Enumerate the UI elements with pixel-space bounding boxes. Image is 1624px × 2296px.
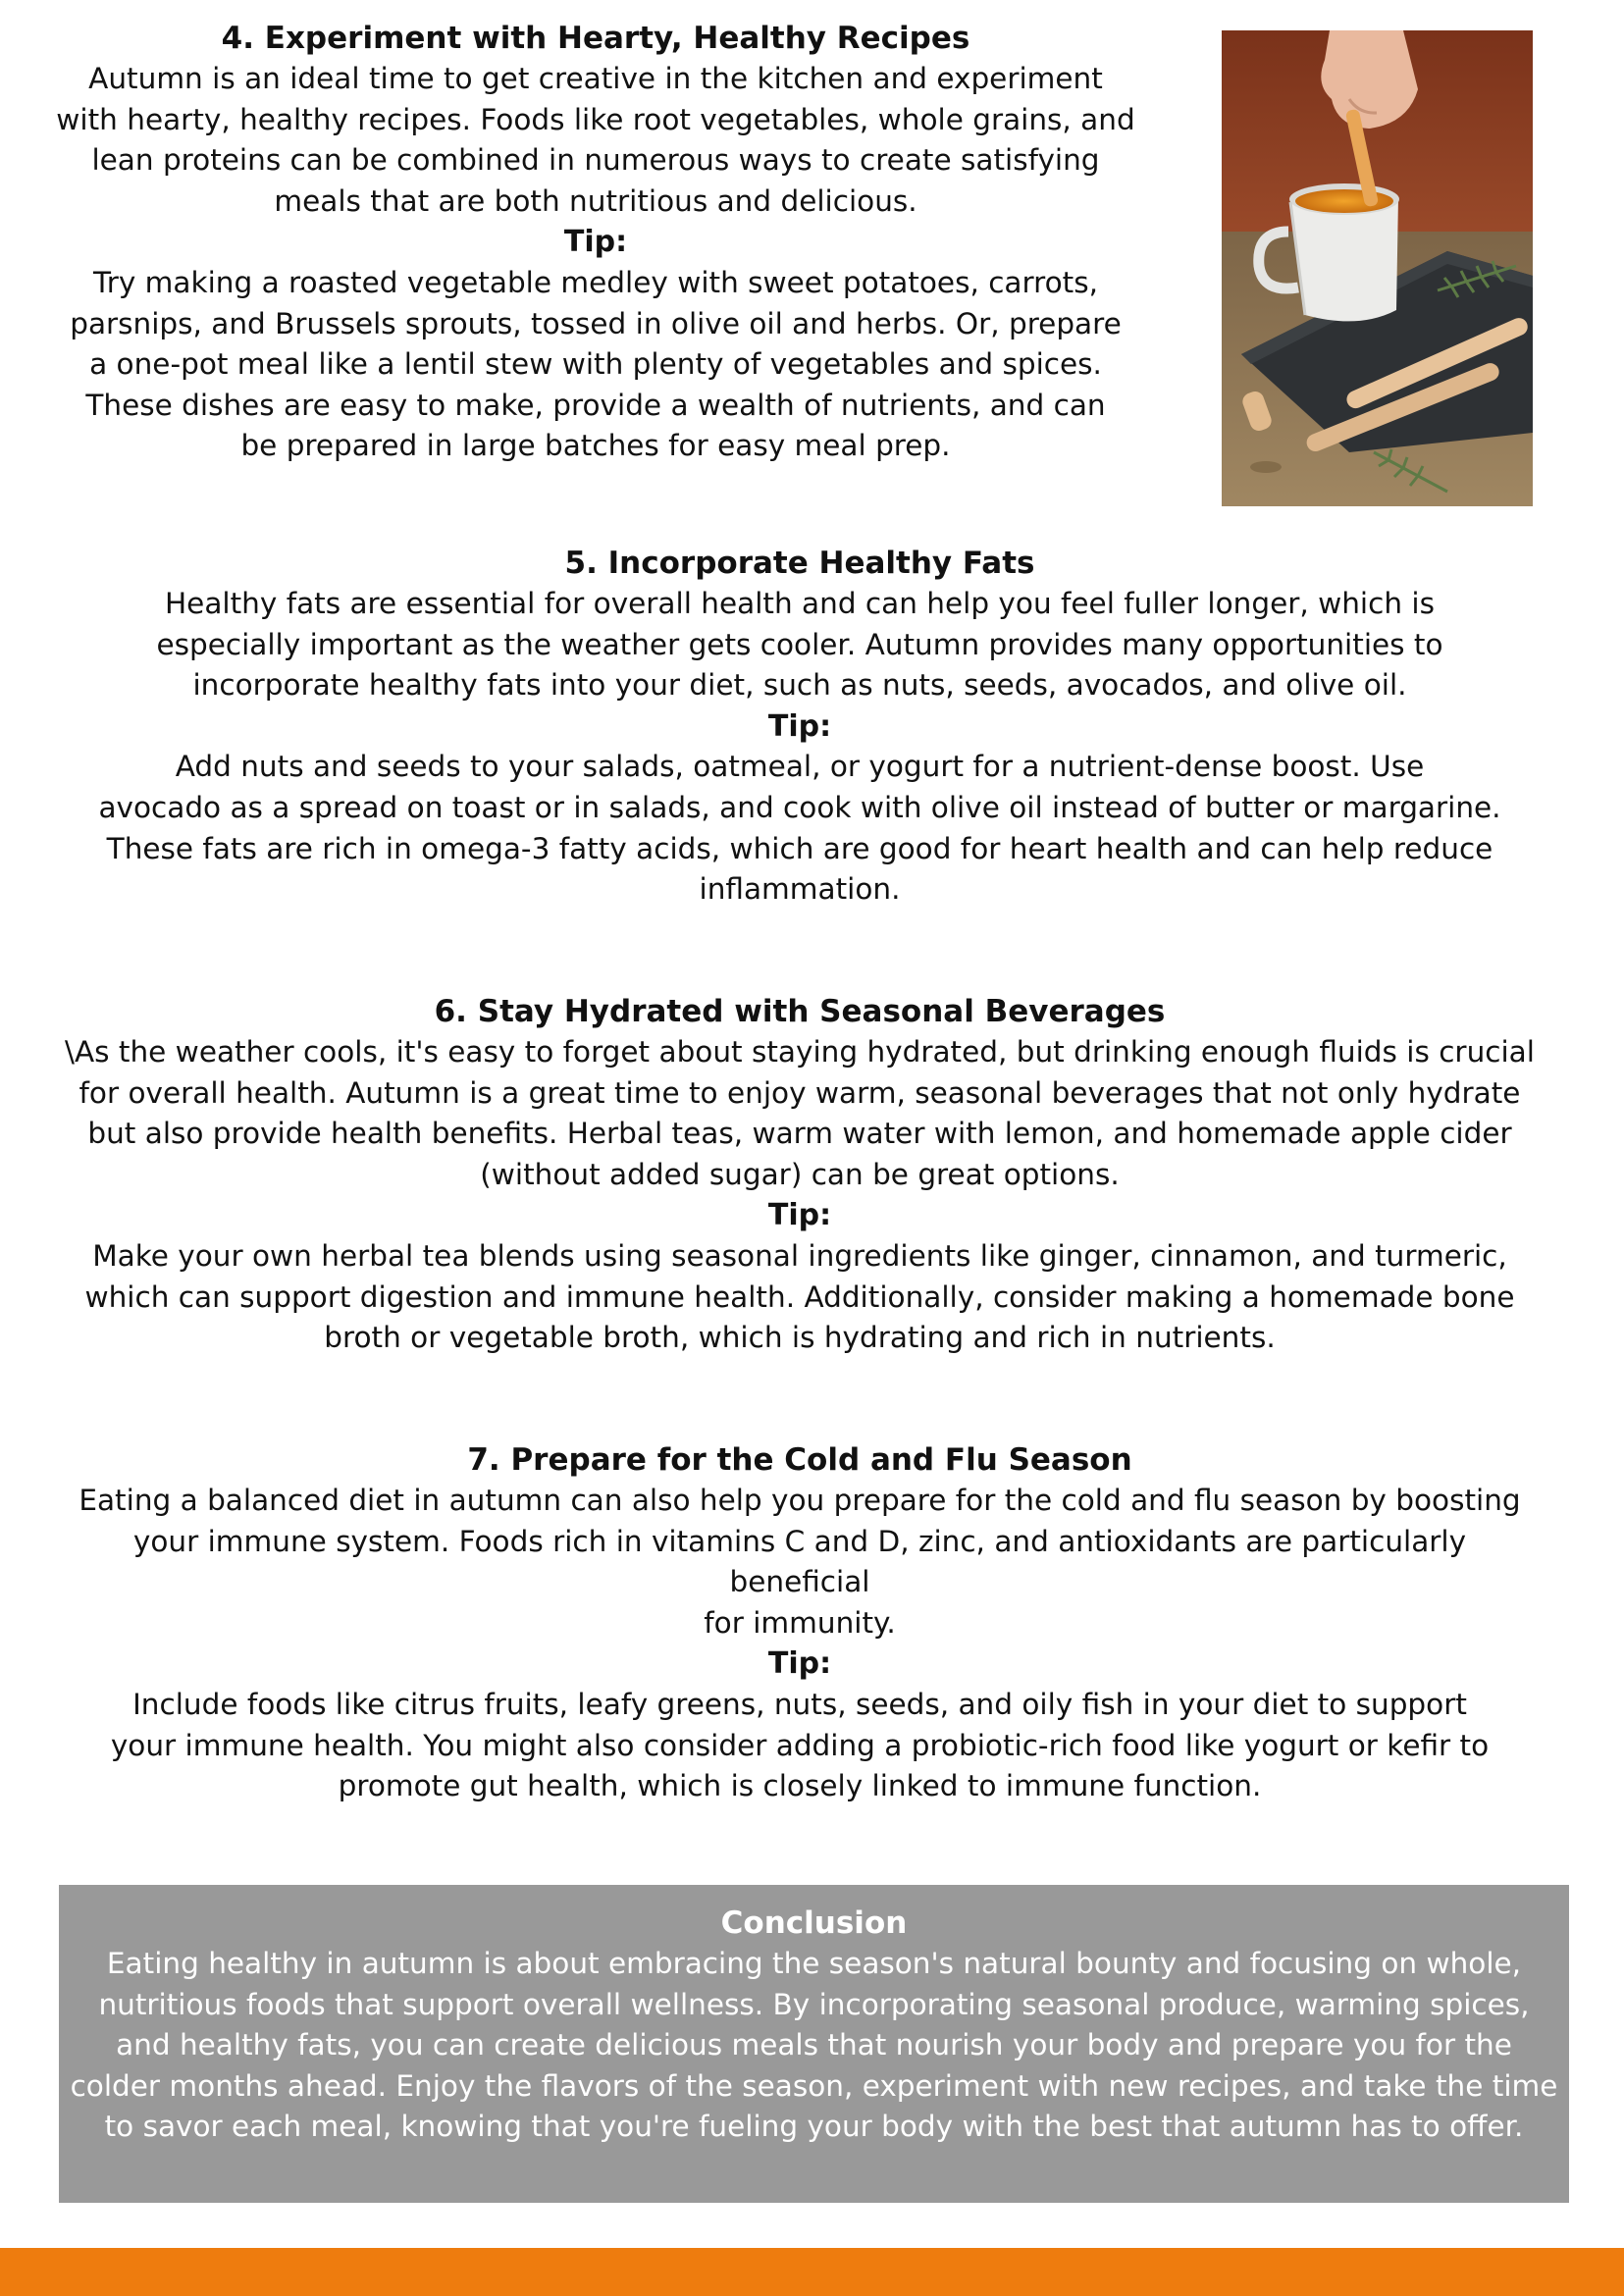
conclusion-line: nutritious foods that support overall wellness. By incorporating seasonal produce, warming spices, [98,1987,1530,2021]
tip-body [59,1685,1541,1807]
body-line: for immunity. [704,1605,896,1640]
section-body [51,59,1140,222]
body-line: but also provide health benefits. Herbal teas, warm water with lemon, and homemade apple cider [87,1117,1512,1151]
conclusion-body [59,1944,1569,2148]
tip-line: Make your own herbal tea blends using seasonal ingredients like ginger, cinnamon, and turmeric, [92,1238,1507,1273]
body-line: meals that are both nutritious and delicious. [274,183,917,218]
tip-line: Try making a roasted vegetable medley with sweet potatoes, carrots, [93,265,1098,299]
tip-label: Tip: [767,1198,832,1233]
body-line: \As the weather cools, it's easy to forget about staying hydrated, but drinking enough fluids is crucial [65,1035,1535,1069]
tip-line: your immune health. You might also consider adding a probiotic-rich food like yogurt or kefir to [110,1728,1490,1762]
conclusion-line: Eating healthy in autumn is about embracing the season's natural bounty and focusing on whole, [106,1947,1522,1980]
section-healthy-fats [59,543,1541,911]
conclusion-line: colder months ahead. Enjoy the flavors of the season, experiment with new recipes, and take the time [70,2068,1558,2103]
tip-line: broth or vegetable broth, which is hydrating and rich in nutrients. [324,1321,1276,1355]
tip-label: Tip: [767,1646,832,1682]
body-line: your immune system. Foods rich in vitamins C and D, zinc, and antioxidants are particularly beneficial [132,1524,1467,1599]
conclusion-line: and healthy fats, you can create delicious meals that nourish your body and prepare you for the [116,2028,1512,2062]
section-hydration [59,991,1541,1359]
tip-line: a one-pot meal like a lentil stew with plenty of vegetables and spices. [89,347,1102,382]
tip-line: These dishes are easy to make, provide a wealth of nutrients, and can [85,388,1106,422]
section-heading: 5. Incorporate Healthy Fats [564,546,1035,581]
body-line: for overall health. Autumn is a great time to enjoy warm, seasonal beverages that not only hydrate [79,1075,1521,1110]
tip-line: avocado as a spread on toast or in salads, and cook with olive oil instead of butter or margarine. [98,790,1501,824]
conclusion-heading: Conclusion [720,1905,908,1941]
section-body [59,1481,1541,1644]
body-line: incorporate healthy fats into your diet, such as nuts, seeds, avocados, and olive oil. [192,668,1407,703]
body-line: especially important as the weather gets cooler. Autumn provides many opportunities to [156,627,1443,661]
body-line: Autumn is an ideal time to get creative in the kitchen and experiment [88,62,1103,95]
section-heading: 4. Experiment with Hearty, Healthy Recipes [221,21,970,56]
footer-accent-bar [0,2248,1624,2296]
section-hearty-recipes [51,18,1140,467]
tip-line: be prepared in large batches for easy meal prep. [240,429,951,463]
soup-mug-photo [1222,30,1533,506]
tip-line: Include foods like citrus fruits, leafy greens, nuts, seeds, and oily fish in your diet to support [132,1687,1467,1721]
tip-line: parsnips, and Brussels sprouts, tossed in olive oil and herbs. Or, prepare [70,306,1122,340]
body-line: with hearty, healthy recipes. Foods like root vegetables, whole grains, and [56,102,1135,136]
section-cold-flu [59,1439,1541,1807]
tip-line: inflammation. [699,872,901,907]
conclusion-box [59,1885,1569,2203]
section-body [59,1032,1541,1195]
tip-line: which can support digestion and immune health. Additionally, consider making a homemade bone [84,1279,1515,1314]
section-heading: 7. Prepare for the Cold and Flu Season [467,1442,1132,1478]
tip-label: Tip: [767,708,832,744]
tip-body [59,1236,1541,1359]
body-line: Eating a balanced diet in autumn can also help you prepare for the cold and flu season by boosting [79,1484,1521,1517]
tip-label: Tip: [563,225,628,260]
conclusion-line: to savor each meal, knowing that you're fueling your body with the best that autumn has to offer. [104,2110,1524,2144]
body-line: (without added sugar) can be great options. [480,1157,1120,1191]
tip-line: Add nuts and seeds to your salads, oatmeal, or yogurt for a nutrient-dense boost. Use [175,750,1425,784]
section-heading: 6. Stay Hydrated with Seasonal Beverages [434,994,1166,1029]
body-line: Healthy fats are essential for overall health and can help you feel fuller longer, which is [165,587,1435,620]
tip-body [51,263,1140,467]
body-line: lean proteins can be combined in numerous ways to create satisfying [91,143,1100,178]
tip-line: promote gut health, which is closely linked to immune function. [338,1769,1262,1803]
tip-body [59,747,1541,910]
section-body [59,584,1541,706]
tip-line: These fats are rich in omega-3 fatty acids, which are good for heart health and can help reduce [106,831,1493,865]
